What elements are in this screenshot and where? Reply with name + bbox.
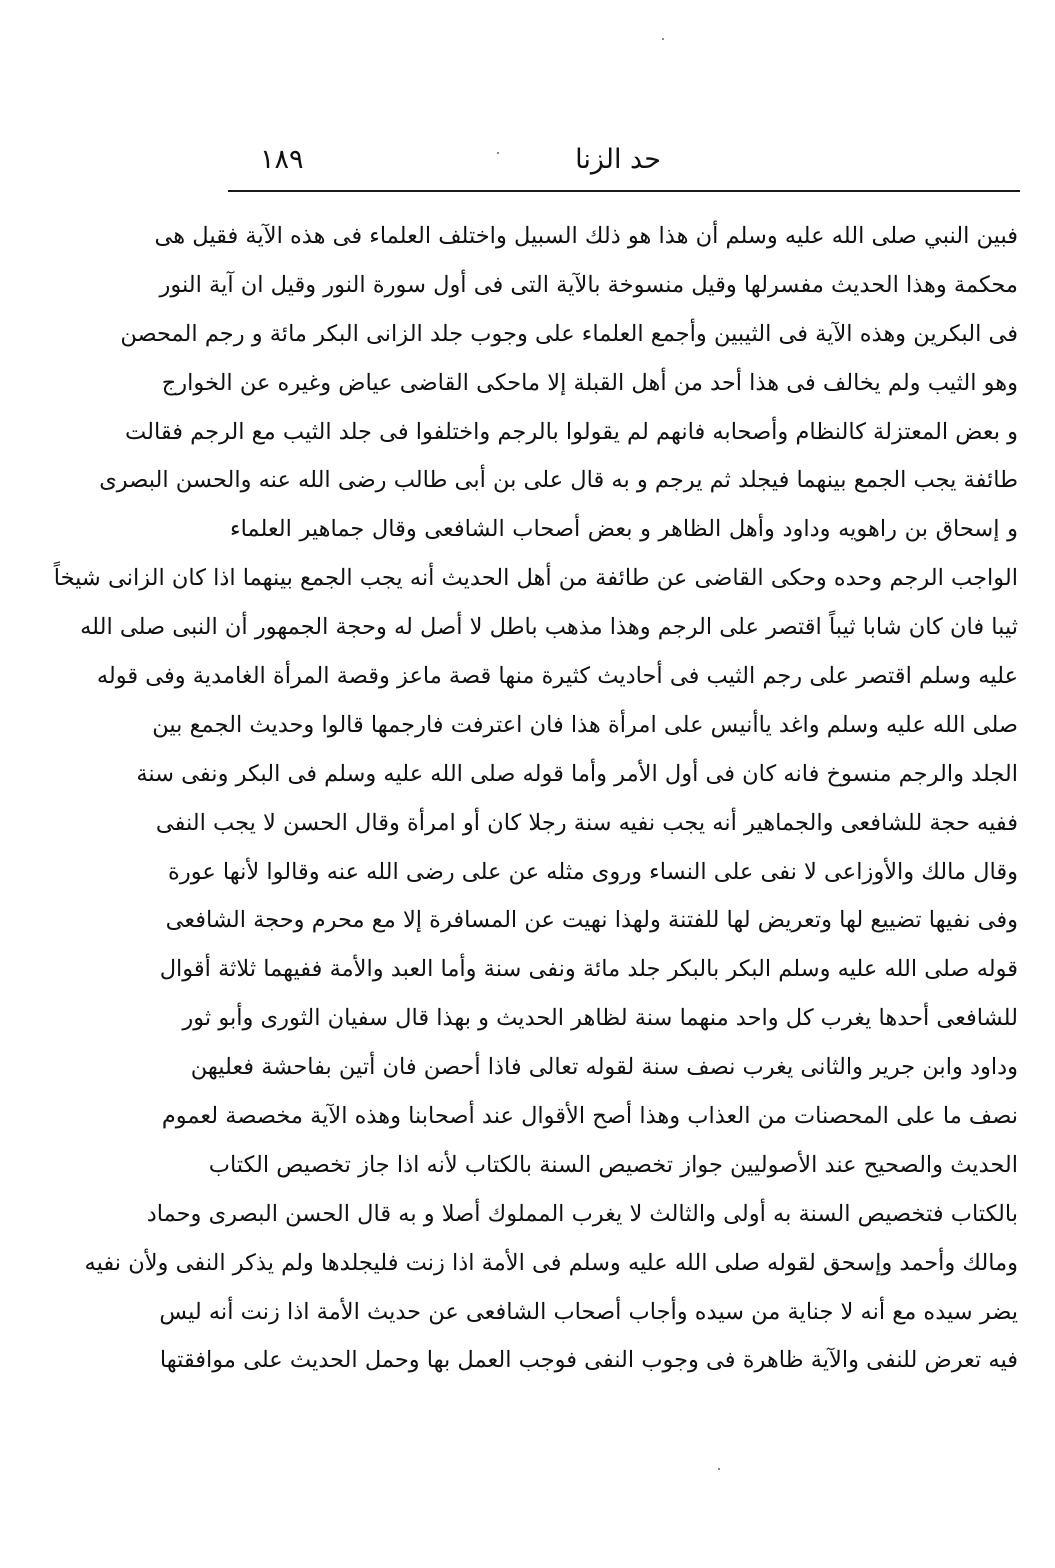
text-line: صلى الله عليه وسلم واغد ياأنيس على امرأة هذا فان اعترفت فارجمها قالوا وحديث الجمع بين [152, 711, 1018, 738]
text-line: وهو الثيب ولم يخالف فى هذا أحد من أهل القبلة إلا ماحكى القاضى عياض وغيره عن الخوارج [161, 369, 1018, 396]
text-line: قوله صلى الله عليه وسلم البكر بالبكر جلد مائة ونفى سنة وأما العبد والأمة ففيهما ثلاثة أقوال [159, 956, 1018, 983]
text-line: فبين النبي صلى الله عليه وسلم أن هذا هو ذلك السبيل واختلف العلماء فى هذه الآية فقيل هى [154, 223, 1018, 249]
text-line: فيه تعرض للنفى والآية ظاهرة فى وجوب النفى فوجب العمل بها وحمل الحديث على موافقتها [159, 1347, 1018, 1374]
page-number: ١٨٩ [260, 144, 304, 175]
text-line: محكمة وهذا الحديث مفسرلها وقيل منسوخة بالآية التى فى أول سورة النور وقيل ان آية النور [159, 271, 1018, 298]
text-line: و إسحاق بن راهويه وداود وأهل الظاهر و بعض أصحاب الشافعى وقال جماهير العلماء [230, 516, 1018, 543]
text-line: عليه وسلم اقتصر على رجم الثيب فى أحاديث كثيرة منها قصة ماعز وقصة المرأة الغامدية وفى قوله [96, 663, 1018, 690]
text-line: ثيبا فان كان شابا ثيباً اقتصر على الرجم وهذا مذهب باطل لا أصل له وحجة الجمهور أن النبى صلى الله [80, 614, 1018, 641]
scan-speck [718, 1468, 720, 1470]
main-text [53, 212, 1018, 1385]
text-line: للشافعى أحدها يغرب كل واحد منهما سنة لظاهر الحديث و بهذا قال سفيان الثورى وأبو ثور [182, 1005, 1018, 1032]
text-line: الجلد والرجم منسوخ فانه كان فى أول الأمر وأما قوله صلى الله عليه وسلم فى البكر ونفى سنة [136, 760, 1018, 787]
text-line: وفى نفيها تضييع لها وتعريض لها للفتنة ولهذا نهيت عن المسافرة إلا مع محرم وحجة الشافعى [165, 907, 1018, 934]
header-rule [228, 190, 1020, 192]
scan-speck [662, 38, 664, 40]
running-title: حد الزنا [575, 144, 661, 175]
text-line: الحديث والصحيح عند الأصوليين جواز تخصيص السنة بالكتاب لأنه اذا جاز تخصيص الكتاب [208, 1151, 1018, 1178]
text-line: فى البكرين وهذه الآية فى الثيبين وأجمع العلماء على وجوب جلد الزانى البكر مائة و رجم المحصن [120, 320, 1018, 347]
text-line: وداود وابن جرير والثانى يغرب نصف سنة لقوله تعالى فاذا أحصن فان أتين بفاحشة فعليهن [190, 1054, 1018, 1081]
text-line: نصف ما على المحصنات من العذاب وهذا أصح الأقوال عند أصحابنا وهذه الآية مخصصة لعموم [161, 1103, 1018, 1130]
text-line: ومالك وأحمد وإسحق لقوله صلى الله عليه وسلم فى الأمة اذا زنت فليجلدها ولم يذكر النفى ولأن نفيه [84, 1249, 1018, 1276]
text-line: وقال مالك والأوزاعى لا نفى على النساء وروى مثله عن على رضى الله عنه وقالوا لأنها عورة [168, 858, 1018, 885]
text-line: الواجب الرجم وحده وحكى القاضى عن طائفة من أهل الحديث أنه يجب الجمع بينهما اذا كان الزانى شيخاً [53, 565, 1018, 592]
scan-speck [497, 152, 499, 154]
text-line: يضر سيده مع أنه لا جناية من سيده وأجاب أصحاب الشافعى عن حديث الأمة اذا زنت أنه ليس [159, 1298, 1018, 1325]
running-header [228, 140, 1018, 184]
text-line: بالكتاب فتخصيص السنة به أولى والثالث لا يغرب المملوك أصلا و به قال الحسن البصرى وحماد [146, 1200, 1018, 1227]
text-line: طائفة يجب الجمع بينهما فيجلد ثم يرجم و به قال على بن أبى طالب رضى الله عنه والحسن البصرى [99, 467, 1018, 494]
text-line: ففيه حجة للشافعى والجماهير أنه يجب نفيه سنة رجلا كان أو امرأة وقال الحسن لا يجب النفى [155, 809, 1018, 836]
text-line: و بعض المعتزلة كالنظام وأصحابه فانهم لم يقولوا بالرجم واختلفوا فى جلد الثيب مع الرجم فقالت [125, 418, 1018, 445]
